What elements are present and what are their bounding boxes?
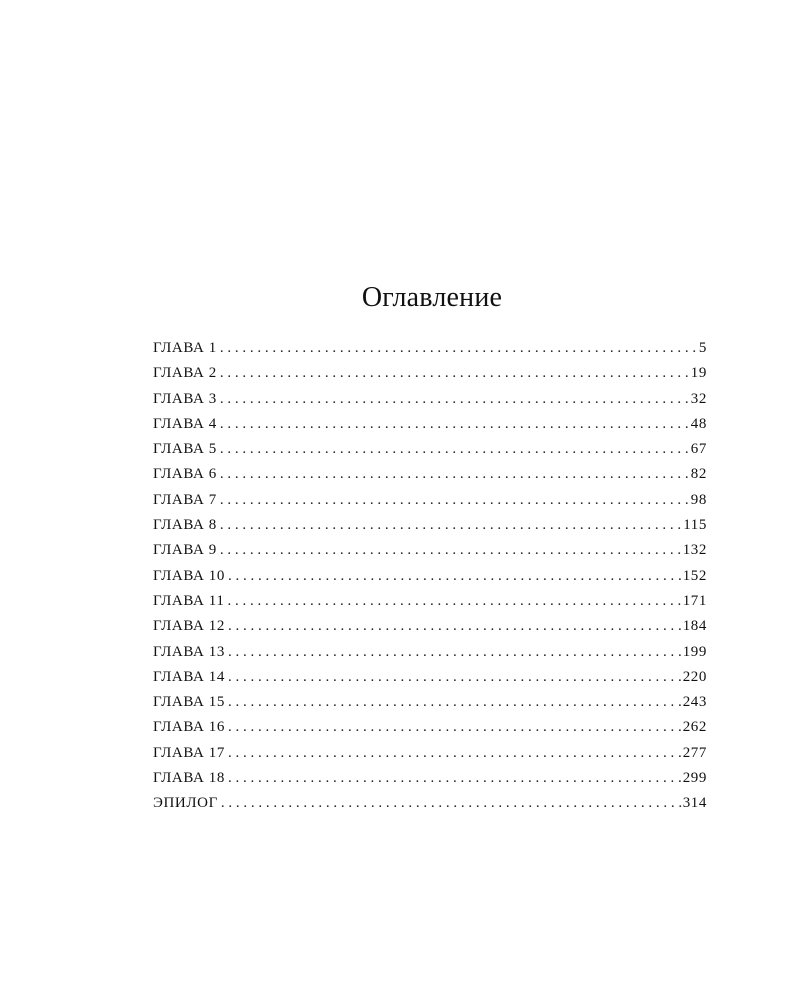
dot-leader: [220, 513, 682, 538]
toc-entry-page: 299: [682, 770, 707, 787]
toc-entry-label: ГЛАВА 12: [153, 618, 225, 635]
toc-title: Оглавление: [361, 282, 503, 313]
toc-entry-page: 184: [682, 618, 707, 635]
toc-entry-page: 98: [690, 491, 707, 508]
toc-entry[interactable]: [153, 462, 707, 487]
dot-leader: [220, 538, 682, 563]
toc-entry-page: 314: [682, 795, 707, 812]
toc-entry-label: ГЛАВА 2: [153, 365, 217, 382]
toc-entry[interactable]: [153, 412, 707, 437]
toc-entry[interactable]: [153, 387, 707, 412]
toc-entry[interactable]: [153, 336, 707, 361]
toc-entry-label: ГЛАВА 11: [153, 592, 225, 609]
toc-entry-page: 32: [690, 390, 707, 407]
toc-entry[interactable]: [153, 437, 707, 462]
dot-leader: [228, 690, 682, 715]
toc-entry-page: 199: [682, 643, 707, 660]
toc-entry-page: 262: [682, 719, 707, 736]
toc-entry-label: ГЛАВА 13: [153, 643, 225, 660]
dot-leader: [220, 437, 690, 462]
toc-entry[interactable]: [153, 564, 707, 589]
toc-entry-label: ГЛАВА 8: [153, 517, 217, 534]
toc-entry-label: ГЛАВА 10: [153, 567, 225, 584]
dot-leader: [220, 336, 698, 361]
toc-entry-label: ЭПИЛОГ: [153, 795, 218, 812]
dot-leader: [220, 488, 690, 513]
toc-entry-page: 132: [682, 542, 707, 559]
toc-entry[interactable]: [153, 488, 707, 513]
toc-entry-label: ГЛАВА 3: [153, 390, 217, 407]
table-of-contents: [153, 336, 707, 817]
toc-entry-page: 19: [690, 365, 707, 382]
dot-leader: [228, 741, 682, 766]
toc-entry-page: 67: [690, 441, 707, 458]
dot-leader: [220, 412, 690, 437]
toc-entry[interactable]: [153, 614, 707, 639]
toc-entry-label: ГЛАВА 18: [153, 770, 225, 787]
dot-leader: [220, 387, 690, 412]
toc-entry[interactable]: [153, 791, 707, 816]
dot-leader: [228, 614, 682, 639]
dot-leader: [228, 564, 682, 589]
toc-entry-label: ГЛАВА 7: [153, 491, 217, 508]
toc-entry-page: 152: [682, 567, 707, 584]
toc-entry-label: ГЛАВА 17: [153, 744, 225, 761]
toc-entry[interactable]: [153, 538, 707, 563]
toc-entry[interactable]: [153, 741, 707, 766]
toc-entry-label: ГЛАВА 4: [153, 415, 217, 432]
toc-entry-page: 5: [698, 340, 707, 356]
dot-leader: [228, 665, 682, 690]
toc-entry[interactable]: [153, 513, 707, 538]
dot-leader: [220, 462, 690, 487]
dot-leader: [221, 791, 682, 816]
dot-leader: [228, 640, 682, 665]
toc-entry-label: ГЛАВА 5: [153, 441, 217, 458]
dot-leader: [227, 589, 681, 614]
toc-entry-page: 277: [682, 744, 707, 761]
toc-entry[interactable]: [153, 361, 707, 386]
toc-entry[interactable]: [153, 715, 707, 740]
dot-leader: [228, 766, 682, 791]
toc-entry-page: 48: [690, 415, 707, 432]
toc-entry[interactable]: [153, 690, 707, 715]
toc-entry-page: 171: [682, 592, 707, 609]
toc-entry[interactable]: [153, 640, 707, 665]
toc-entry-page: 115: [683, 517, 707, 534]
toc-entry-label: ГЛАВА 14: [153, 668, 225, 685]
toc-entry-page: 82: [690, 466, 707, 483]
toc-entry[interactable]: [153, 589, 707, 614]
toc-entry[interactable]: [153, 665, 707, 690]
toc-entry-page: 220: [682, 668, 707, 685]
toc-entry-label: ГЛАВА 9: [153, 542, 217, 559]
dot-leader: [228, 715, 682, 740]
toc-entry-label: ГЛАВА 16: [153, 719, 225, 736]
toc-entry-label: ГЛАВА 1: [153, 340, 217, 356]
dot-leader: [220, 361, 690, 386]
toc-entry-page: 243: [682, 694, 707, 711]
toc-entry-label: ГЛАВА 15: [153, 694, 225, 711]
toc-entry-label: ГЛАВА 6: [153, 466, 217, 483]
toc-entry[interactable]: [153, 766, 707, 791]
